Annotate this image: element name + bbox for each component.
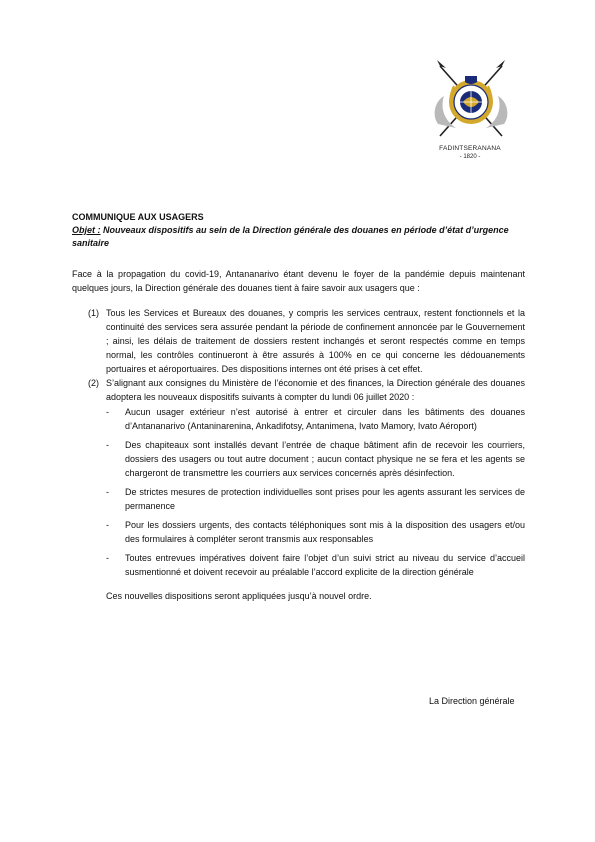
bullet-item (106, 518, 525, 546)
numbered-list (72, 306, 525, 603)
numbered-item (72, 306, 525, 376)
bullet-text: De strictes mesures de protection individuelles sont prises pour les agents assurant les services de permanence (125, 487, 525, 511)
bullet-marker: - (106, 553, 109, 563)
numbered-item (72, 376, 525, 603)
subject-line (72, 224, 527, 250)
item-number: (1) (88, 308, 99, 318)
bullet-text: Aucun usager extérieur n’est autorisé à entrer et circuler dans les bâtiments des douanes d’Antananarivo (Antaninarenina, Ankadifotsy, Antanimena, Ivato Mamory, Ivato Aéroport) (125, 407, 525, 431)
bullet-item (106, 485, 525, 513)
item-number: (2) (88, 378, 99, 388)
bullet-item (106, 438, 525, 480)
item-text: S’alignant aux consignes du Ministère de l’économie et des finances, la Direction générale des douanes adoptera les nouveaux dispositifs suivants à compter du lundi 06 juillet 2020 : (106, 378, 525, 402)
bullet-marker: - (106, 407, 109, 417)
intro-paragraph: Face à la propagation du covid-19, Antananarivo étant devenu le foyer de la pandémie depuis maintenant quelques jours, la Direction générale des douanes tient à faire savoir aux usagers que : (72, 269, 525, 293)
bullet-text: Des chapiteaux sont installés devant l’entrée de chaque bâtiment afin de recevoir les courriers, dossiers des usagers ou tout autre document ; aucun contact physique ne se fera et les agents se chargeront de transmettre les courriers aux services concernés après désinfection. (125, 440, 525, 478)
item-text: Tous les Services et Bureaux des douanes, y compris les services centraux, restent fonctionnels et la continuité des services sera assurée pendant la période de confinement annoncée par le Gouvernement ; ainsi, les délais de traitement de dossiers restent inchangés et seront respectés comme en temps normal, les contrôles continueront à être assurés à 100% en ce qui concerne les dédouanements portuaires et aéroportuaires. Des dispositions internes ont été prises à cet effet. (106, 308, 525, 374)
bullet-text: Toutes entrevues impératives doivent faire l’objet d’un suivi strict au niveau du service d’accueil susmentionné et doivent recevoir au préalable l’accord explicite de la direction générale (125, 553, 525, 577)
bullet-item (106, 405, 525, 433)
bullet-text: Pour les dossiers urgents, des contacts téléphoniques sont mis à la disposition des usagers et/ou des formulaires à compléter seront transmis aux responsables (125, 520, 525, 544)
logo-year: - 1820 - (459, 154, 481, 160)
subject-text: Nouveaux dispositifs au sein de la Direction générale des douanes en période d’état d’urgence sanitaire (72, 225, 509, 248)
bullet-item (106, 551, 525, 579)
bullet-marker: - (106, 440, 109, 450)
bullet-list (106, 405, 525, 579)
logo-motto: FADINTSERANANA (439, 145, 501, 152)
closing-sentence: Ces nouvelles dispositions seront appliquées jusqu’à nouvel ordre. (106, 591, 372, 601)
signature: La Direction générale (429, 696, 515, 706)
bullet-marker: - (106, 520, 109, 530)
document-heading: COMMUNIQUE AUX USAGERS (72, 212, 204, 222)
bullet-marker: - (106, 487, 109, 497)
subject-label: Objet : (72, 225, 101, 235)
